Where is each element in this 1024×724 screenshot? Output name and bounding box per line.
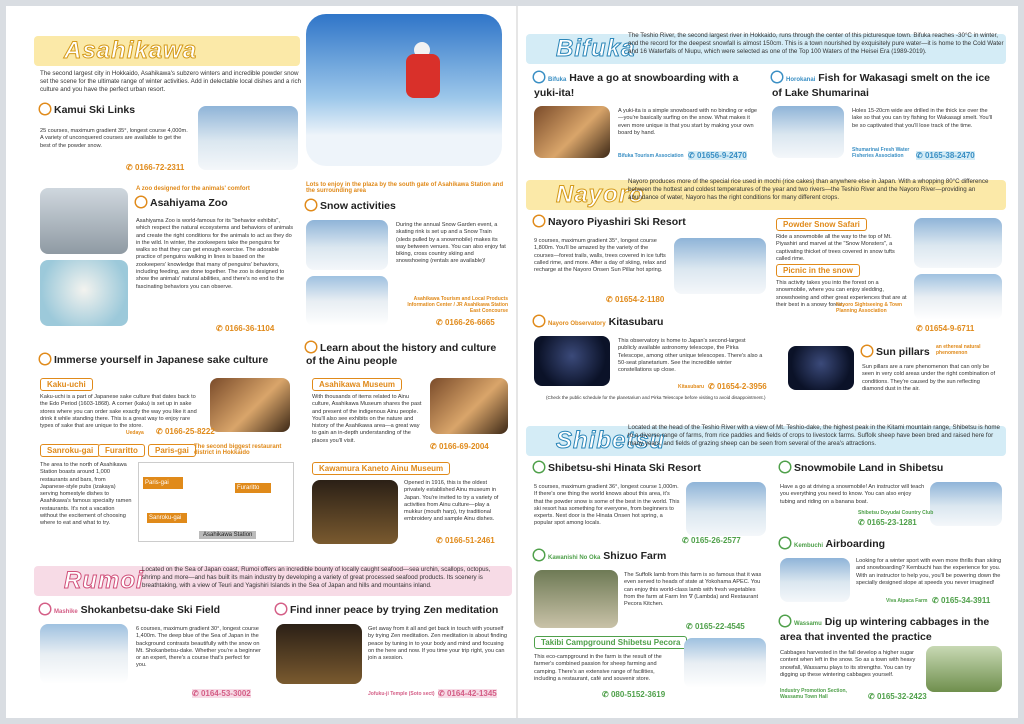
snow-heading: Snow activities: [306, 200, 396, 213]
hinata-heading: Shibetsu-shi Hinata Ski Resort: [534, 462, 701, 475]
camp-tag: Takibi Campground Shibetsu Pecora: [534, 636, 687, 649]
snowboard-heading: Bifuka Have a go at snowboarding with a yuki-ita!: [534, 72, 739, 99]
circle-bullet-icon: [534, 316, 544, 326]
kamui-heading: Kamui Ski Links: [40, 104, 135, 117]
nayoro-intro: Nayoro produces more of the special rice used in mochi (rice cakes) than anywhere else in Japan. With a whopping 80°C difference between the hottest and coldest temperatures of the year and two rivers—the Teshio River and the Nayoro River—providing an abundance of water, Nayoro has the right conditions for many different crops.: [628, 178, 989, 201]
obs-heading: Nayoro Observatory Kitasubaru: [534, 316, 663, 331]
cabbage-text: Cabbages harvested in the fall develop a higher sugar content when left in the snow. So as a town with heavy snowfall, Wassamu plays to its strengths. You can try digging up these wintering cabbages yourself.: [780, 650, 916, 678]
skier-photo: [306, 14, 502, 166]
kawamura-tag: Kawamura Kaneto Ainu Museum: [312, 462, 450, 475]
farm-text: The Suffolk lamb from this farm is so famous that it was even served to heads of state at Yokohama APEC. You can enjoy this world-class lamb with fresh vegetables from the farm at Farm Inn ∇ (Lambda) and Restaurant Pecora Kitchen.: [624, 572, 762, 608]
kakuuchi-tel[interactable]: ✆ 0166-25-8222: [156, 427, 215, 436]
smelt-text: Holes 15-20cm wide are drilled in the thick ice over the lake so that you can try fishing for Wakasagi smelt. You'll be so captivated that you'll lose track of the time.: [852, 108, 993, 129]
bifuka-title: Bifuka: [556, 35, 636, 62]
rumoi-ski-text: 6 courses, maximum gradient 30°, longest course 1,400m. The deep blue of the Sea of Japan in the background contrasts beautifully with the snow on Mt. Shokanbetsu-dake. Whether you're a beginner or an expert, there's a course that's perfect for you.: [136, 626, 261, 669]
safari-source: Nayoro Sightseeing & Town Planning Association: [836, 302, 903, 314]
picnic-photo: [914, 274, 1002, 320]
asahikawa-title-bar: [34, 36, 300, 66]
district-subtitle: The second biggest restaurant district in Hokkaido: [194, 444, 282, 456]
obs-text: This observatory is home to Japan's second-largest publicly available astronomy telescope, the Pirka Telescope, among other unique telescopes. There's also a 50-seat planetarium. See the incredible winter constellations up close.: [618, 338, 763, 374]
snowmobile-heading: Snowmobile Land in Shibetsu: [780, 462, 943, 475]
kawamura-tel[interactable]: ✆ 0166-51-2461: [436, 536, 495, 545]
asahikawa-intro: The second largest city in Hokkaido, Asahikawa's subzero winters and incredible powder snow set the scene for the ultimate range of winter activities. Add in delectable local dishes and a rich culture and you have the perfect urban resort.: [40, 70, 302, 93]
zen-text: Get away from it all and get back in touch with yourself by trying Zen meditation. Zen meditation is about finding peace by tuning in to your body and mind and focusing on the here and now. If you time your trip right, you can join a session.: [368, 626, 507, 662]
circle-bullet-icon: [306, 342, 316, 352]
rumoi-ski-photo: [40, 624, 128, 684]
hinata-tel[interactable]: ✆ 0165-26-2577: [682, 536, 741, 545]
rumoi-title: Rumoi: [64, 567, 144, 594]
zoo-text: Asahiyama Zoo is world-famous for its "behavior exhibits", which respect the natural ecosystems and behaviors of animals and create the right conditions for the animals to act as they do in the wild. In winter, the zookeepers take the penguins for walks so that they can get enough exercise. The adorable practice of penguins walking in lines is based on the zookeepers' knowledge that many of penguins' behaviors, including feeding, are done together. The zoo is designed to show the animals' natural abilities, and there's no end to the fascinating behaviors you can observe.: [136, 218, 294, 290]
circle-bullet-icon: [862, 346, 872, 356]
zen-source: Jofuku-ji Temple (Soto sect): [368, 691, 435, 697]
nayoro-ski-text: 9 courses, maximum gradient 35°, longest course 1,800m. You'll be amazed by the variety of the courses—forest trails, walls, trees covered in ice tufts called rime, and more. After a day of skiing, relax and recharge at the Nayoro Onsen Sun Pillar hot spring.: [534, 238, 666, 274]
snow-text: During the annual Snow Garden event, a skating rink is set up and a Snow Train (sleds pulled by a snowmobile) makes its way between venues. You can also enjoy fat biking, cross country skiing and snowshoeing (rentals are available)!: [396, 222, 506, 265]
safari-photo: [914, 218, 1002, 268]
circle-bullet-icon: [276, 604, 286, 614]
camp-text: This eco-campground in the farm is the result of the farmer's combined passion for sheep farming and camping. There's an extensive range of facilities, including a restaurant, café and souvenir store.: [534, 654, 662, 682]
kawamura-text: Opened in 1916, this is the oldest privately established Ainu museum in Japan. You're invited to try a variety of activities from Ainu culture—play a mukkur (mouth harp), try traditional embroidery and sample Ainu dishes.: [404, 480, 499, 523]
farm-tel[interactable]: ✆ 0165-22-4545: [686, 622, 745, 631]
zen-heading: Find inner peace by trying Zen meditation: [276, 604, 498, 617]
ainu-heading: Learn about the history and culture of the Ainu people: [306, 342, 497, 367]
polar-bear-photo: [40, 260, 128, 326]
pillars-heading: Sun pillars: [862, 346, 930, 359]
sake-heading: Immerse yourself in Japanese sake culture: [40, 354, 268, 367]
nayoro-ski-photo: [674, 238, 766, 294]
zoo-heading: Asahiyama Zoo: [136, 197, 228, 210]
brochure-page: [6, 6, 1018, 718]
snowboard-tel[interactable]: ✆ 01656-9-2470: [688, 151, 747, 160]
snowboard-text: A yuki-ita is a simple snowboard with no binding or edge—you're basically surfing on the snow. What makes it even more unique is that you start by making your own board by hand.: [618, 108, 757, 136]
zen-tel[interactable]: ✆ 0164-42-1345: [438, 689, 497, 698]
kakuuchi-text: Kaku-uchi is a part of Japanese sake culture that dates back to the Edo Period (1603-1868). A corner (kaku) is set up in sake stores where you can order sake exactly the way you like it and drink it while standing there. This is a great way to enjoy rare types of sake that are unique to the store.: [40, 394, 197, 430]
kamui-tel[interactable]: ✆ 0166-72-2311: [126, 163, 185, 172]
asahikawa-title: Asahikawa: [64, 37, 198, 64]
zoo-tel[interactable]: ✆ 0166-36-1104: [216, 324, 275, 333]
asahikawa-museum-tag: Asahikawa Museum: [312, 378, 402, 391]
sake-photo: [210, 378, 290, 432]
snowmobile-text: Have a go at driving a snowmobile! An instructor will teach you everything you need to know. You can also enjoy tubing and riding on a banana boat.: [780, 484, 925, 505]
rumoi-ski-tel[interactable]: ✆ 0164-53-3002: [192, 689, 251, 698]
picnic-text: This activity takes you into the forest on a snowmobile, where you can enjoy sledding, snowshoeing and other great experiences that are at their best in a snowy forest.: [776, 280, 907, 308]
smelt-source: Shumarinai Fresh Water Fisheries Association: [852, 147, 910, 159]
nayoro-ski-tel[interactable]: ✆ 01654-2-1180: [606, 295, 665, 304]
obs-source: Kitasubaru: [678, 384, 705, 390]
circle-bullet-icon: [780, 616, 790, 626]
airboard-heading: Kembuchi Airboarding: [780, 538, 885, 553]
shibetsu-intro: Located at the head of the Teshio River with a view of Mt. Teshio-dake, the highest peak in the Kitami mountain range, Shibetsu is home to a diverse range of farms, from rice paddies and fields of crops to livestock farms. Suffolk sheep have been bred and raised here for many years, and fields of grazing sheep can be seen from several of the area's attractions.: [628, 424, 1000, 447]
rumoi-ski-heading: Mashike Shokanbetsu-dake Ski Field: [40, 604, 220, 619]
snowmobile-photo: [930, 482, 1002, 526]
circle-bullet-icon: [772, 72, 782, 82]
sun-pillars-photo: [788, 346, 854, 390]
smelt-heading: Horokanai Fish for Wakasagi smelt on the ice of Lake Shumarinai: [772, 72, 991, 99]
kakuuchi-source: Uedaya: [126, 430, 144, 436]
circle-bullet-icon: [780, 538, 790, 548]
sanroku-tag: Sanroku-gai: [40, 444, 100, 457]
snowmobile-source: Shibetsu Doyudai Country Club: [858, 510, 934, 516]
circle-bullet-icon: [534, 216, 544, 226]
map-station: Asahikawa Station: [199, 531, 256, 539]
obs-note: (Check the public schedule for the planetarium and Pirka Telescope before visiting to avoid disappointment.): [546, 395, 766, 400]
circle-bullet-icon: [534, 462, 544, 472]
cabbage-tel[interactable]: ✆ 0165-32-2423: [868, 692, 927, 701]
observatory-photo: [534, 336, 610, 386]
sheep-photo: [534, 570, 618, 628]
pillars-subtitle: an ethereal natural phenomenon: [936, 344, 981, 356]
kakuuchi-tag: Kaku-uchi: [40, 378, 93, 391]
cabbage-photo: [926, 646, 1002, 692]
airboard-text: Looking for a winter sport with even more thrills than skiing and snowboarding? Kembuchi has the experience for you. With an instructor to help you, you'll be powering down the specially designed slope at speeds you never imagined!: [856, 558, 1002, 586]
zoo-subtitle: A zoo designed for the animals' comfort: [136, 186, 250, 192]
snow-tel[interactable]: ✆ 0166-26-6665: [436, 318, 495, 327]
zen-photo: [276, 624, 362, 684]
snow-photo-2: [306, 276, 388, 326]
hinata-text: 5 courses, maximum gradient 36°, longest course 1,000m. If there's one thing the world knows about this area, it's that the powder snow is some of the best in the world. This ski resort has something for everyone, from beginners to experts. Next door is the Hinata Onsen hot spring, a popular spot among locals.: [534, 484, 680, 527]
pillars-text: Sun pillars are a rare phenomenon that can only be seen in very cold areas under the right combination of conditions. They're caused by the sun reflecting diamond dust in the air.: [862, 364, 996, 392]
safari-text: Ride a snowmobile all the way to the top of Mt. Piyashiri and marvel at the "Snow Monsters", a captivating thicket of trees covered in snow tufts called rime.: [776, 234, 895, 262]
snowboard-photo: [534, 106, 610, 158]
snow-photo-1: [306, 220, 388, 270]
camp-tel[interactable]: ✆ 080-5152-3619: [602, 690, 666, 699]
smelt-tel[interactable]: ✆ 0165-38-2470: [916, 151, 975, 160]
nayoro-title: Nayoro: [556, 181, 645, 208]
district-text: The area to the north of Asahikawa Station boasts around 1,000 restaurants and bars, from Japanese-style pubs (izakaya) serving homestyle dishes to Asahikawa's famous specialty ramen restaurants. It's not a vacation without the excitement of choosing where to eat and what to try.: [40, 462, 132, 527]
map-label-parisgai: Paris-gai: [143, 477, 183, 489]
cabbage-heading: Wassamu Dig up wintering cabbages in the area that invented the practice: [780, 616, 990, 643]
airboard-tel[interactable]: ✆ 0165-34-3911: [932, 596, 991, 605]
map-label-furaritto: Furaritto: [235, 483, 271, 493]
snowboard-source: Bifuka Tourism Association: [618, 153, 684, 159]
parisgai-tag: Paris-gai: [148, 444, 196, 457]
circle-bullet-icon: [40, 104, 50, 114]
district-map: [138, 462, 294, 542]
farm-heading: Kawanishi No Oka Shizuo Farm: [534, 550, 666, 565]
picnic-tag: Picnic in the snow: [776, 264, 860, 277]
circle-bullet-icon: [136, 197, 146, 207]
airboard-source: Viva Alpaca Farm: [886, 598, 928, 604]
circle-bullet-icon: [40, 354, 50, 364]
asahikawa-museum-tel[interactable]: ✆ 0166-69-2004: [430, 442, 489, 451]
circle-bullet-icon: [534, 72, 544, 82]
safari-tag: Powder Snow Safari: [776, 218, 867, 231]
cabbage-source: Industry Promotion Section, Wassamu Town Hall: [780, 688, 847, 700]
snowmobile-tel[interactable]: ✆ 0165-23-1281: [858, 518, 917, 527]
circle-bullet-icon: [534, 550, 544, 560]
penguin-photo: [40, 188, 128, 254]
camp-photo: [684, 638, 766, 688]
shibetsu-title: Shibetsu: [556, 427, 666, 454]
circle-bullet-icon: [40, 604, 50, 614]
rumoi-intro: Located on the Sea of Japan coast, Rumoi offers an incredible bounty of locally caught seafood—sea urchin, scallops, octopus, shrimp and more—and has built its main industry by developing a variety of great processed seafood products. Its scenery is breathtaking, with a view of Teuri and Yagishiri Islands in the Sea of Japan and hills and mountains inland.: [142, 566, 491, 589]
obs-tel[interactable]: ✆ 01654-2-3956: [708, 382, 767, 391]
furaritto-tag: Furaritto: [98, 444, 145, 457]
circle-bullet-icon: [780, 462, 790, 472]
snow-subtitle: Lots to enjoy in the plaza by the south gate of Asahikawa Station and the surrounding area: [306, 182, 504, 194]
asahikawa-museum-text: With thousands of items related to Ainu culture, Asahikawa Museum shares the past and present of the indigenous Ainu people. You'll also see exhibits on the nature and history of the Asahikawa area—a great way to gain an in-depth understanding of the places you'll visit.: [312, 394, 422, 444]
map-label-sanroku: Sanroku-gai: [147, 513, 187, 523]
smelt-photo: [772, 106, 844, 158]
kamui-photo: [198, 106, 298, 170]
museum-photo: [430, 378, 508, 434]
bifuka-intro: The Teshio River, the second largest river in Hokkaido, runs through the center of this picturesque town. Bifuka reaches -30°C in winter, and the record for the deepest snowfall is almost 150cm. This is a town nourished by exquisitely pure water—it is home to the Cold Water and 16 Waterfalls of Niupu, which were selected as one of the Top 100 Waters of the Heisei Era (1989-2019).: [628, 32, 1004, 55]
kamui-text: 25 courses, maximum gradient 35°, longest course 4,000m. A variety of unconquered courses are available to get the best of the powder snow.: [40, 128, 188, 149]
hinata-photo: [686, 482, 766, 536]
snow-source: Asahikawa Tourism and Local Products Information Center / JR Asahikawa Station East Concourse: [407, 296, 508, 314]
circle-bullet-icon: [306, 200, 316, 210]
ainu-photo: [312, 480, 398, 544]
safari-tel[interactable]: ✆ 01654-9-6711: [916, 324, 975, 333]
airboard-photo: [780, 558, 850, 602]
nayoro-ski-heading: Nayoro Piyashiri Ski Resort: [534, 216, 686, 229]
page-fold: [516, 6, 518, 718]
